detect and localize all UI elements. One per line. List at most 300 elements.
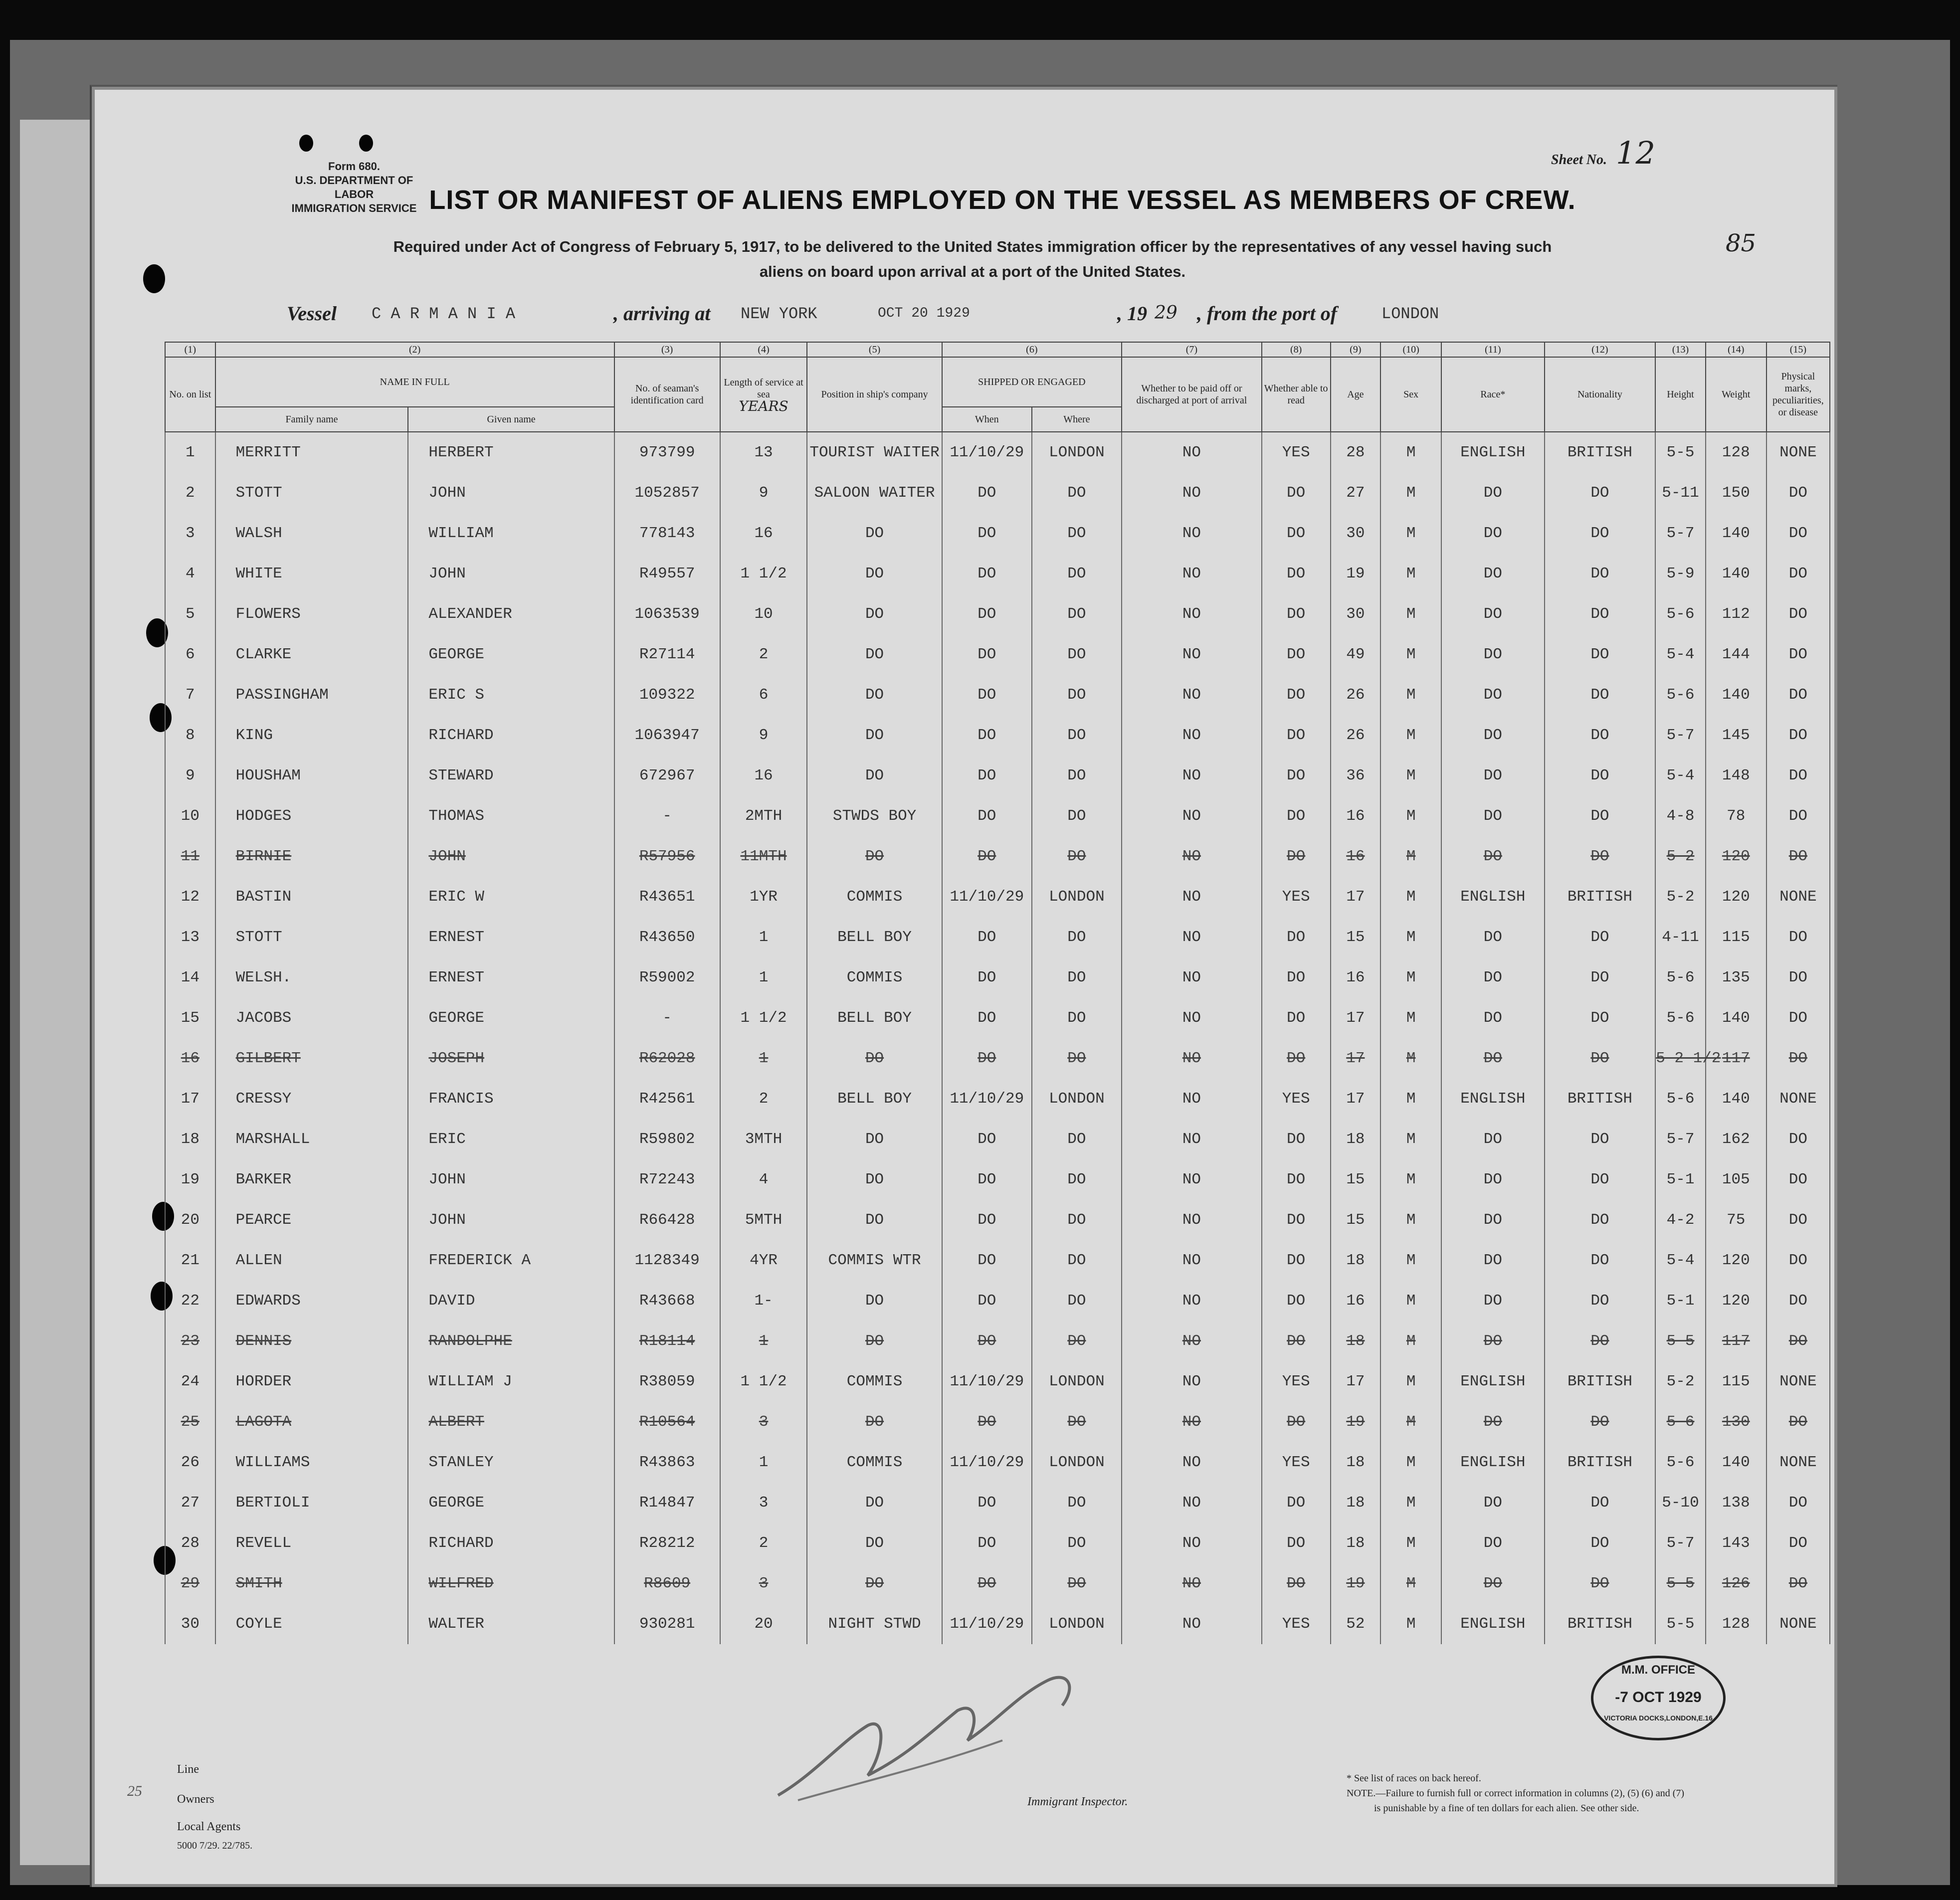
table-row (165, 675, 1830, 715)
cell-card: R14847 (614, 1483, 720, 1523)
cell-given: DAVID (408, 1281, 614, 1321)
cell-height: 5-4 (1655, 756, 1706, 796)
cell-read: DO (1262, 1200, 1331, 1240)
cell-family: HODGES (215, 796, 408, 836)
cell-when: DO (942, 1159, 1032, 1200)
cell-marks: DO (1766, 1200, 1830, 1240)
cell-height: 5-6 (1655, 675, 1706, 715)
cell-card: R66428 (614, 1200, 720, 1240)
cell-given: JOHN (408, 1159, 614, 1200)
cell-where: DO (1032, 998, 1122, 1038)
cell-sex: M (1380, 1402, 1441, 1442)
table-row (165, 1523, 1830, 1563)
cell-position: DO (807, 594, 942, 634)
cell-family: WHITE (215, 554, 408, 594)
cell-age: 17 (1331, 1038, 1381, 1079)
cell-height: 5-4 (1655, 634, 1706, 675)
arriving-port: NEW YORK (741, 305, 817, 323)
colnum-9: (9) (1331, 342, 1381, 357)
table-row (165, 1604, 1830, 1644)
cell-read: YES (1262, 432, 1331, 473)
inspector-signature (768, 1651, 1087, 1815)
cell-age: 17 (1331, 877, 1381, 917)
cell-card: R43651 (614, 877, 720, 917)
cell-race: DO (1441, 1200, 1545, 1240)
cell-when: 11/10/29 (942, 1079, 1032, 1119)
cell-family: MARSHALL (215, 1119, 408, 1159)
cell-family: ALLEN (215, 1240, 408, 1281)
cell-paid: NO (1122, 877, 1262, 917)
cell-weight: 115 (1706, 917, 1766, 957)
cell-when: 11/10/29 (942, 1604, 1032, 1644)
cell-weight: 120 (1706, 836, 1766, 877)
cell-card: R49557 (614, 554, 720, 594)
cell-card: R18114 (614, 1321, 720, 1361)
cell-where: DO (1032, 675, 1122, 715)
header-marks: Physical marks, peculiarities, or disease (1766, 357, 1830, 432)
page-title: LIST OR MANIFEST OF ALIENS EMPLOYED ON THE VESSEL AS MEMBERS OF CREW. (429, 185, 1576, 215)
cell-read: DO (1262, 957, 1331, 998)
cell-family: LAGOTA (215, 1402, 408, 1442)
cell-no: 27 (165, 1483, 215, 1523)
cell-no: 12 (165, 877, 215, 917)
cell-weight: 130 (1706, 1402, 1766, 1442)
years-note: YEARS (739, 398, 788, 414)
cell-read: YES (1262, 1442, 1331, 1483)
cell-no: 17 (165, 1079, 215, 1119)
cell-age: 18 (1331, 1483, 1381, 1523)
cell-nat: DO (1545, 1038, 1656, 1079)
cell-sex: M (1380, 594, 1441, 634)
cell-card: R8609 (614, 1563, 720, 1604)
cell-nat: BRITISH (1545, 1442, 1656, 1483)
cell-position: DO (807, 1321, 942, 1361)
cell-read: DO (1262, 756, 1331, 796)
cell-given: GEORGE (408, 634, 614, 675)
table-row (165, 432, 1830, 473)
cell-where: DO (1032, 473, 1122, 513)
cell-where: DO (1032, 1321, 1122, 1361)
cell-weight: 115 (1706, 1361, 1766, 1402)
cell-family: DENNIS (215, 1321, 408, 1361)
cell-sex: M (1380, 756, 1441, 796)
cell-sex: M (1380, 473, 1441, 513)
cell-nat: DO (1545, 1159, 1656, 1200)
header-family-name: Family name (215, 407, 408, 432)
inspector-label: Immigrant Inspector. (1027, 1795, 1128, 1808)
cell-nat: DO (1545, 957, 1656, 998)
colnum-10: (10) (1380, 342, 1441, 357)
cell-where: LONDON (1032, 432, 1122, 473)
cell-marks: DO (1766, 796, 1830, 836)
table-row (165, 513, 1830, 554)
cell-paid: NO (1122, 513, 1262, 554)
cell-family: FLOWERS (215, 594, 408, 634)
cell-height: 5-7 (1655, 715, 1706, 756)
service-name: IMMIGRATION SERVICE (291, 202, 417, 214)
cell-when: 11/10/29 (942, 432, 1032, 473)
cell-when: DO (942, 594, 1032, 634)
cell-paid: NO (1122, 715, 1262, 756)
cell-no: 11 (165, 836, 215, 877)
cell-position: DO (807, 1281, 942, 1321)
cell-marks: DO (1766, 1402, 1830, 1442)
cell-age: 36 (1331, 756, 1381, 796)
cell-paid: NO (1122, 998, 1262, 1038)
cell-family: CRESSY (215, 1079, 408, 1119)
cell-card: 1063539 (614, 594, 720, 634)
cell-read: YES (1262, 1361, 1331, 1402)
cell-where: DO (1032, 957, 1122, 998)
cell-family: WILLIAMS (215, 1442, 408, 1483)
cell-marks: DO (1766, 1321, 1830, 1361)
cell-when: DO (942, 1038, 1032, 1079)
cell-race: ENGLISH (1441, 1442, 1545, 1483)
header-length-service-label: Length of service at sea (724, 377, 803, 400)
cell-family: BERTIOLI (215, 1483, 408, 1523)
cell-when: DO (942, 1321, 1032, 1361)
cell-service: 1 (720, 917, 807, 957)
cell-nat: DO (1545, 1281, 1656, 1321)
cell-position: DO (807, 675, 942, 715)
cell-age: 18 (1331, 1442, 1381, 1483)
colnum-12: (12) (1545, 342, 1656, 357)
cell-sex: M (1380, 1563, 1441, 1604)
cell-card: - (614, 796, 720, 836)
cell-sex: M (1380, 634, 1441, 675)
cell-where: DO (1032, 715, 1122, 756)
table-row (165, 836, 1830, 877)
note-line-1: NOTE.—Failure to furnish full or correct information in columns (2), (5) (6) and (7) (1347, 1788, 1685, 1799)
cell-paid: NO (1122, 1119, 1262, 1159)
cell-card: R10564 (614, 1402, 720, 1442)
cell-sex: M (1380, 1442, 1441, 1483)
cell-nat: DO (1545, 756, 1656, 796)
cell-race: DO (1441, 796, 1545, 836)
cell-height: 5-5 (1655, 1604, 1706, 1644)
cell-where: DO (1032, 1483, 1122, 1523)
cell-marks: NONE (1766, 1079, 1830, 1119)
cell-no: 28 (165, 1523, 215, 1563)
cell-when: DO (942, 1119, 1032, 1159)
table-row (165, 1038, 1830, 1079)
cell-height: 5-9 (1655, 554, 1706, 594)
cell-nat: DO (1545, 917, 1656, 957)
cell-marks: NONE (1766, 1442, 1830, 1483)
arriving-label: , arriving at (613, 302, 711, 325)
cell-when: DO (942, 1483, 1032, 1523)
table-row (165, 1079, 1830, 1119)
cell-age: 17 (1331, 1361, 1381, 1402)
cell-age: 15 (1331, 917, 1381, 957)
cell-height: 5-6 (1655, 1442, 1706, 1483)
cell-where: DO (1032, 1563, 1122, 1604)
cell-given: ERNEST (408, 917, 614, 957)
cell-family: PASSINGHAM (215, 675, 408, 715)
cell-given: STEWARD (408, 756, 614, 796)
table-row (165, 998, 1830, 1038)
cell-position: DO (807, 634, 942, 675)
cell-age: 19 (1331, 1402, 1381, 1442)
cell-where: DO (1032, 1281, 1122, 1321)
cell-weight: 78 (1706, 796, 1766, 836)
cell-no: 25 (165, 1402, 215, 1442)
cell-sex: M (1380, 957, 1441, 998)
cell-race: ENGLISH (1441, 1361, 1545, 1402)
cell-race: DO (1441, 1281, 1545, 1321)
subtitle (249, 234, 1696, 284)
cell-family: HORDER (215, 1361, 408, 1402)
cell-weight: 140 (1706, 1442, 1766, 1483)
cell-where: DO (1032, 1402, 1122, 1442)
cell-read: DO (1262, 1402, 1331, 1442)
cell-card: R27114 (614, 634, 720, 675)
cell-position: DO (807, 1119, 942, 1159)
cell-position: COMMIS (807, 957, 942, 998)
cell-position: COMMIS (807, 877, 942, 917)
cell-family: REVELL (215, 1523, 408, 1563)
cell-marks: DO (1766, 1159, 1830, 1200)
cell-read: DO (1262, 634, 1331, 675)
cell-paid: NO (1122, 1079, 1262, 1119)
cell-read: DO (1262, 473, 1331, 513)
cell-family: STOTT (215, 917, 408, 957)
cell-height: 5-1 (1655, 1159, 1706, 1200)
cell-no: 15 (165, 998, 215, 1038)
cell-service: 16 (720, 513, 807, 554)
cell-marks: DO (1766, 715, 1830, 756)
cell-weight: 128 (1706, 432, 1766, 473)
cell-family: BARKER (215, 1159, 408, 1200)
manifest-body (165, 432, 1830, 1644)
header-race: Race* (1441, 357, 1545, 432)
cell-race: DO (1441, 715, 1545, 756)
cell-card: 672967 (614, 756, 720, 796)
cell-family: BIRNIE (215, 836, 408, 877)
cell-where: DO (1032, 554, 1122, 594)
cell-race: DO (1441, 836, 1545, 877)
cell-when: DO (942, 513, 1032, 554)
cell-height: 5-10 (1655, 1483, 1706, 1523)
cell-position: NIGHT STWD (807, 1604, 942, 1644)
cell-height: 5-7 (1655, 1523, 1706, 1563)
cell-nat: DO (1545, 1483, 1656, 1523)
cell-nat: DO (1545, 473, 1656, 513)
cell-position: SALOON WAITER (807, 473, 942, 513)
cell-weight: 128 (1706, 1604, 1766, 1644)
cell-position: DO (807, 554, 942, 594)
cell-service: 1- (720, 1281, 807, 1321)
cell-read: DO (1262, 1563, 1331, 1604)
cell-when: 11/10/29 (942, 877, 1032, 917)
cell-family: COYLE (215, 1604, 408, 1644)
cell-height: 5-2 (1655, 1361, 1706, 1402)
cell-no: 23 (165, 1321, 215, 1361)
cell-weight: 140 (1706, 998, 1766, 1038)
cell-weight: 140 (1706, 1079, 1766, 1119)
cell-service: 2 (720, 1523, 807, 1563)
cell-where: DO (1032, 1159, 1122, 1200)
cell-nat: DO (1545, 594, 1656, 634)
cell-paid: NO (1122, 634, 1262, 675)
header-length-service (720, 357, 807, 432)
cell-position: COMMIS (807, 1442, 942, 1483)
cell-when: DO (942, 917, 1032, 957)
cell-marks: DO (1766, 957, 1830, 998)
cell-when: DO (942, 1240, 1032, 1281)
colnum-15: (15) (1766, 342, 1830, 357)
cell-where: DO (1032, 1200, 1122, 1240)
cell-card: 1128349 (614, 1240, 720, 1281)
cell-height: 5-1 (1655, 1281, 1706, 1321)
cell-height: 5-6 (1655, 998, 1706, 1038)
year-value: 29 (1155, 303, 1177, 323)
vessel-label: Vessel (287, 302, 337, 325)
cell-nat: DO (1545, 554, 1656, 594)
cell-marks: DO (1766, 675, 1830, 715)
table-row (165, 877, 1830, 917)
cell-height: 5-6 (1655, 957, 1706, 998)
cell-height: 5-5 (1655, 1321, 1706, 1361)
table-row (165, 957, 1830, 998)
cell-race: DO (1441, 1483, 1545, 1523)
table-row (165, 634, 1830, 675)
colnum-1: (1) (165, 342, 215, 357)
vessel-name: C A R M A N I A (372, 305, 516, 323)
cell-race: DO (1441, 998, 1545, 1038)
cell-weight: 140 (1706, 513, 1766, 554)
cell-given: FREDERICK A (408, 1240, 614, 1281)
cell-position: DO (807, 513, 942, 554)
cell-nat: DO (1545, 715, 1656, 756)
cell-read: DO (1262, 513, 1331, 554)
cell-given: THOMAS (408, 796, 614, 836)
cell-marks: DO (1766, 1119, 1830, 1159)
cell-race: DO (1441, 1563, 1545, 1604)
cell-given: RICHARD (408, 1523, 614, 1563)
cell-nat: DO (1545, 1240, 1656, 1281)
cell-given: ERIC W (408, 877, 614, 917)
cell-height: 5-6 (1655, 1079, 1706, 1119)
punch-hole (359, 135, 373, 152)
cell-race: DO (1441, 594, 1545, 634)
cell-card: - (614, 998, 720, 1038)
cell-read: DO (1262, 715, 1331, 756)
cell-service: 1 1/2 (720, 554, 807, 594)
cell-read: DO (1262, 1159, 1331, 1200)
from-label: , from the port of (1197, 302, 1338, 325)
cell-weight: 112 (1706, 594, 1766, 634)
table-row (165, 917, 1830, 957)
cell-no: 30 (165, 1604, 215, 1644)
cell-marks: DO (1766, 554, 1830, 594)
cell-card: R42561 (614, 1079, 720, 1119)
cell-where: DO (1032, 836, 1122, 877)
cell-race: DO (1441, 554, 1545, 594)
cell-given: JOHN (408, 836, 614, 877)
cell-height: 5-5 (1655, 432, 1706, 473)
cell-read: DO (1262, 796, 1331, 836)
cell-age: 15 (1331, 1159, 1381, 1200)
cell-marks: DO (1766, 1563, 1830, 1604)
cell-age: 28 (1331, 432, 1381, 473)
table-row (165, 1483, 1830, 1523)
cell-paid: NO (1122, 1321, 1262, 1361)
cell-service: 3 (720, 1402, 807, 1442)
cell-card: R59802 (614, 1119, 720, 1159)
cell-service: 3 (720, 1483, 807, 1523)
from-port: LONDON (1381, 305, 1439, 323)
cell-nat: DO (1545, 998, 1656, 1038)
cell-given: JOSEPH (408, 1038, 614, 1079)
cell-height: 5-6 (1655, 1402, 1706, 1442)
colnum-4: (4) (720, 342, 807, 357)
cell-card: R43863 (614, 1442, 720, 1483)
cell-sex: M (1380, 1281, 1441, 1321)
table-row (165, 715, 1830, 756)
cell-given: WALTER (408, 1604, 614, 1644)
cell-marks: DO (1766, 1281, 1830, 1321)
cell-weight: 140 (1706, 675, 1766, 715)
cell-paid: NO (1122, 836, 1262, 877)
cell-position: DO (807, 1200, 942, 1240)
cell-service: 2 (720, 1079, 807, 1119)
cell-weight: 105 (1706, 1159, 1766, 1200)
cell-read: DO (1262, 1483, 1331, 1523)
cell-card: R28212 (614, 1523, 720, 1563)
cell-where: DO (1032, 1240, 1122, 1281)
header-given-name: Given name (408, 407, 614, 432)
cell-read: DO (1262, 1038, 1331, 1079)
cell-family: SMITH (215, 1563, 408, 1604)
cell-no: 5 (165, 594, 215, 634)
cell-read: DO (1262, 554, 1331, 594)
cell-nat: DO (1545, 1523, 1656, 1563)
cell-read: DO (1262, 1240, 1331, 1281)
cell-when: DO (942, 756, 1032, 796)
cell-marks: DO (1766, 836, 1830, 877)
cell-race: DO (1441, 675, 1545, 715)
cell-sex: M (1380, 877, 1441, 917)
cell-weight: 144 (1706, 634, 1766, 675)
cell-service: 1 (720, 957, 807, 998)
table-row (165, 473, 1830, 513)
cell-weight: 140 (1706, 554, 1766, 594)
cell-service: 3MTH (720, 1119, 807, 1159)
cell-nat: DO (1545, 1563, 1656, 1604)
footer-print-code: 5000 7/29. 22/785. (177, 1840, 253, 1851)
cell-marks: DO (1766, 756, 1830, 796)
cell-paid: NO (1122, 1240, 1262, 1281)
cell-where: LONDON (1032, 1442, 1122, 1483)
cell-paid: NO (1122, 1523, 1262, 1563)
footer-line-label: Line (177, 1763, 199, 1776)
colnum-7: (7) (1122, 342, 1262, 357)
cell-service: 4 (720, 1159, 807, 1200)
cell-age: 18 (1331, 1321, 1381, 1361)
cell-sex: M (1380, 432, 1441, 473)
header-name-in-full: NAME IN FULL (215, 357, 614, 407)
cell-paid: NO (1122, 1159, 1262, 1200)
cell-card: 930281 (614, 1604, 720, 1644)
cell-when: DO (942, 554, 1032, 594)
cell-weight: 138 (1706, 1483, 1766, 1523)
cell-read: DO (1262, 917, 1331, 957)
cell-when: DO (942, 1281, 1032, 1321)
cell-paid: NO (1122, 1200, 1262, 1240)
cell-family: EDWARDS (215, 1281, 408, 1321)
cell-nat: DO (1545, 1402, 1656, 1442)
